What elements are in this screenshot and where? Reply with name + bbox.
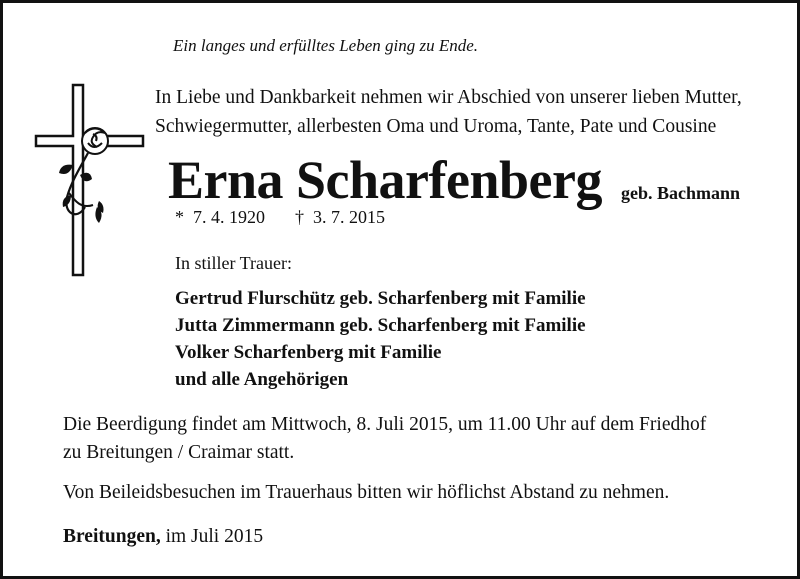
deceased-name: Erna Scharfenberg [168, 150, 602, 210]
mourner-entry: Volker Scharfenberg mit Familie [175, 342, 442, 363]
funeral-line: zu Breitungen / Craimar statt. [63, 442, 295, 463]
condolence-request: Von Beileidsbesuchen im Trauerhaus bitten wir höflichst Abstand zu nehmen. [63, 482, 670, 503]
intro-text [155, 83, 742, 141]
cross-with-rose-icon [33, 83, 148, 278]
signoff-date: im Juli 2015 [165, 526, 264, 547]
birth-symbol: * [175, 207, 184, 227]
intro-line: In Liebe und Dankbarkeit nehmen wir Abschied von unserer lieben Mutter, [155, 87, 742, 108]
motto-line: Ein langes und erfülltes Leben ging zu Ende. [173, 36, 479, 55]
death-symbol: † [295, 207, 304, 227]
mourners-title: In stiller Trauer: [175, 253, 292, 273]
deceased-birth-name: geb. Bachmann [621, 183, 741, 203]
death-date: 3. 7. 2015 [313, 207, 385, 227]
signoff-place: Breitungen, [63, 526, 161, 547]
mourner-entry: Gertrud Flurschütz geb. Scharfenberg mit Familie [175, 288, 586, 309]
mourner-entry: und alle Angehörigen [175, 369, 349, 390]
signoff [63, 526, 263, 548]
life-dates [175, 207, 385, 228]
mourners-list [175, 285, 586, 393]
birth-date: 7. 4. 1920 [193, 207, 265, 227]
funeral-info [63, 411, 706, 467]
mourner-entry: Jutta Zimmermann geb. Scharfenberg mit Familie [175, 315, 586, 336]
funeral-line: Die Beerdigung findet am Mittwoch, 8. Juli 2015, um 11.00 Uhr auf dem Friedhof [63, 414, 707, 435]
intro-line: Schwiegermutter, allerbesten Oma und Uroma, Tante, Pate und Cousine [155, 116, 717, 137]
